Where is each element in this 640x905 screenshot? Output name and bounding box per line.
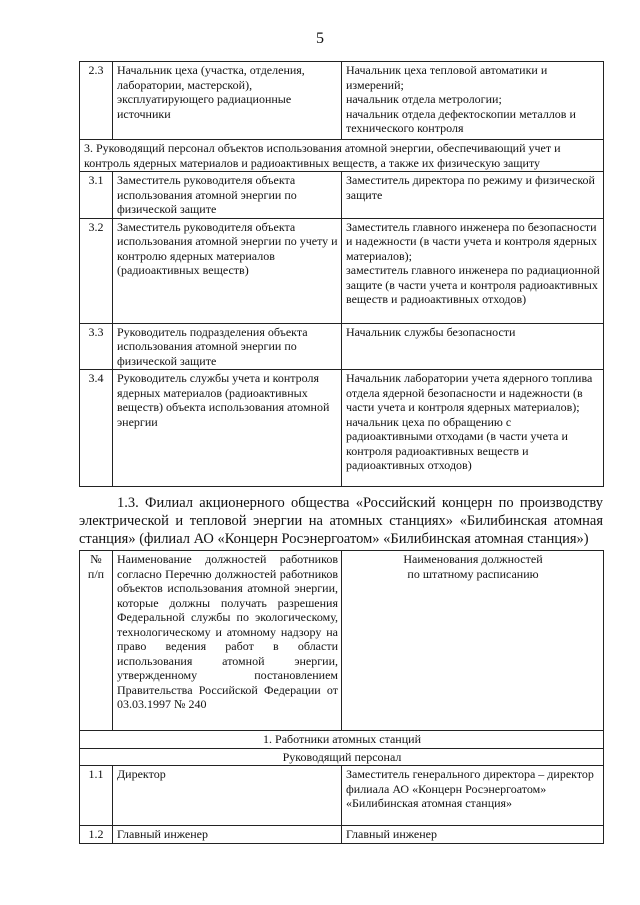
section-row (80, 731, 604, 749)
row-number: 3.3 (80, 323, 113, 370)
table-row (80, 826, 604, 844)
regulation-position: Заместитель руководителя объекта использования атомной энергии по учету и контролю ядерных материалов (радиоактивных веществ) (113, 218, 342, 323)
header-row (80, 551, 604, 731)
table-row (80, 766, 604, 826)
table-row (80, 62, 604, 140)
section-heading: 3. Руководящий персонал объектов использования атомной энергии, обеспечивающий учет и контроль ядерных материалов и радиоактивных веществ, а также их физическую защиту (80, 140, 604, 172)
staff-position: Заместитель генерального директора – директор филиала АО «Концерн Росэнергоатом» «Билибинская атомная станция» (342, 766, 604, 826)
row-number: 3.2 (80, 218, 113, 323)
row-number: 3.4 (80, 370, 113, 487)
staff-position: Главный инженер (342, 826, 604, 844)
header-regulation-position: Наименование должностей работников согласно Перечню должностей работников объектов использования атомной энергии, которые должны получать разрешения Федеральной службы по экологическому, технологическому и атомному надзору на право ведения работ в области использования атомной энергии, утвержденному постановлением Правительства Российской Федерации от 03.03.1997 № 240 (113, 551, 342, 731)
regulation-position: Руководитель подразделения объекта использования атомной энергии по физической защите (113, 323, 342, 370)
staff-position: Начальник службы безопасности (342, 323, 604, 370)
branch-heading-text: 1.3. Филиал акционерного общества «Российский концерн по производству электрической и тепловой энергии на атомных станциях» «Билибинская атомная станция» (филиал АО «Концерн Росэнергоатом» «Билибинская атомная станция») (79, 495, 603, 547)
row-number: 3.1 (80, 172, 113, 219)
branch-positions-table (79, 550, 604, 844)
table-row (80, 218, 604, 323)
header-number: № п/п (80, 551, 113, 731)
page-number: 5 (316, 30, 324, 47)
branch-heading-paragraph (79, 494, 603, 548)
staff-position: Начальник лаборатории учета ядерного топлива отдела ядерной безопасности и надежности (в части учета и контроля ядерных материалов); начальник цеха по обращению с радиоактивными отходами (в части учета и контроля радиоактивных веществ и радиоактивных отходов) (342, 370, 604, 487)
regulation-position: Руководитель службы учета и контроля ядерных материалов (радиоактивных веществ) объекта использования атомной энергии (113, 370, 342, 487)
section-row (80, 748, 604, 766)
row-number: 2.3 (80, 62, 113, 140)
section-row (80, 140, 604, 172)
regulation-position: Директор (113, 766, 342, 826)
staff-position: Заместитель главного инженера по безопасности и надежности (в части учета и контроля ядерных материалов); заместитель главного инженера по радиационной защите (в части учета и контроля радиоактивных веществ и радиоактивных отходов) (342, 218, 604, 323)
header-staff-position: Наименования должностей по штатному расписанию (342, 551, 604, 731)
section-heading: 1. Работники атомных станций (80, 731, 604, 749)
staff-position: Начальник цеха тепловой автоматики и измерений; начальник отдела метрологии; начальник отдела дефектоскопии металлов и технического контроля (342, 62, 604, 140)
regulation-position: Начальник цеха (участка, отделения, лаборатории, мастерской), эксплуатирующего радиационные источники (113, 62, 342, 140)
staff-position: Заместитель директора по режиму и физической защите (342, 172, 604, 219)
table-row (80, 370, 604, 487)
table-row (80, 172, 604, 219)
subsection-heading: Руководящий персонал (80, 748, 604, 766)
row-number: 1.1 (80, 766, 113, 826)
positions-table-continued (79, 61, 604, 487)
regulation-position: Заместитель руководителя объекта использования атомной энергии по физической защите (113, 172, 342, 219)
table-row (80, 323, 604, 370)
row-number: 1.2 (80, 826, 113, 844)
regulation-position: Главный инженер (113, 826, 342, 844)
